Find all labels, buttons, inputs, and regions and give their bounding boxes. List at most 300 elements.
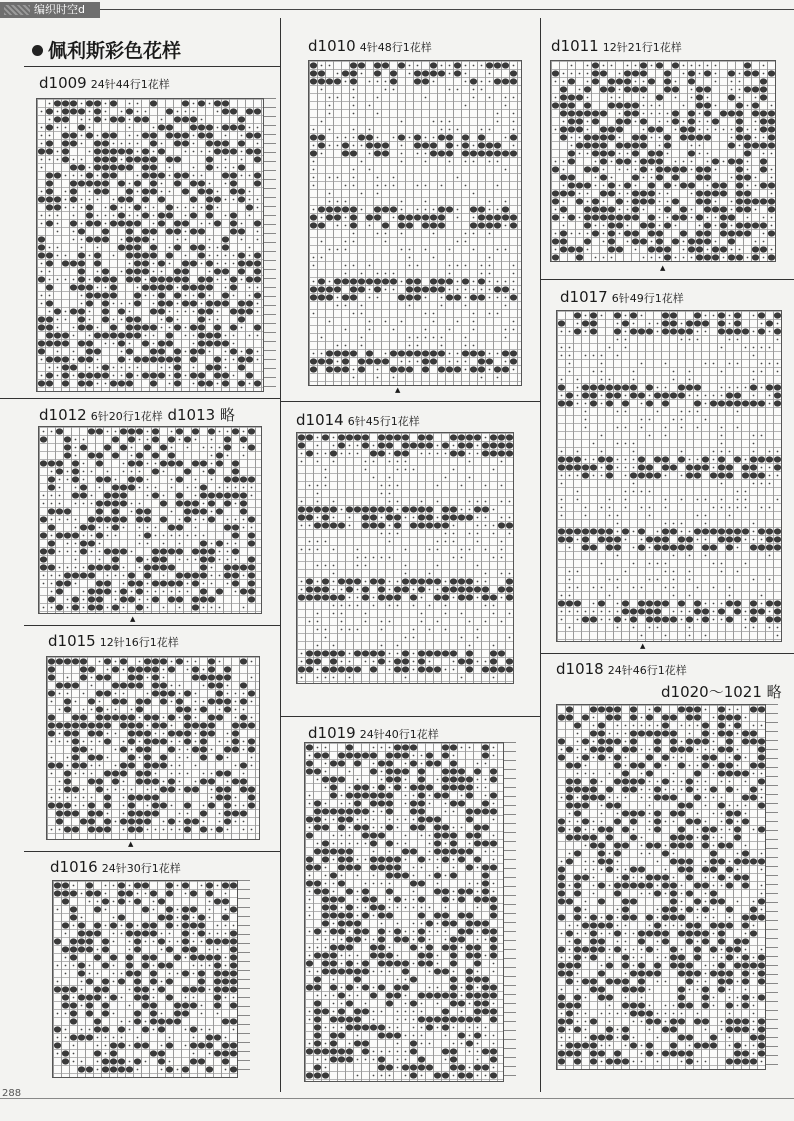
stitch-mark bbox=[592, 166, 599, 172]
stitch-mark bbox=[104, 738, 111, 744]
stitch-mark bbox=[216, 754, 223, 760]
stitch-dot bbox=[179, 821, 181, 823]
stitch-dot bbox=[457, 353, 459, 355]
stitch-mark bbox=[94, 236, 101, 242]
stitch-dot bbox=[187, 559, 189, 561]
stitch-dot bbox=[505, 337, 507, 339]
stitch-mark bbox=[622, 1002, 629, 1008]
stitch-mark bbox=[662, 536, 669, 542]
stitch-mark bbox=[214, 196, 221, 202]
stitch-dot bbox=[689, 571, 691, 573]
stitch-dot bbox=[769, 611, 771, 613]
stitch-mark bbox=[80, 572, 87, 578]
stitch-dot bbox=[413, 931, 415, 933]
stitch-mark bbox=[78, 276, 85, 282]
stitch-mark bbox=[224, 674, 231, 680]
stitch-dot bbox=[131, 447, 133, 449]
stitch-mark bbox=[48, 540, 55, 546]
stitch-dot bbox=[257, 239, 259, 241]
stitch-dot bbox=[675, 161, 677, 163]
stitch-mark bbox=[200, 746, 207, 752]
stitch-dot bbox=[413, 755, 415, 757]
stitch-dot bbox=[421, 835, 423, 837]
stitch-dot bbox=[755, 97, 757, 99]
stitch-mark bbox=[112, 556, 119, 562]
stitch-mark bbox=[230, 180, 237, 186]
stitch-dot bbox=[633, 563, 635, 565]
stitch-dot bbox=[369, 225, 371, 227]
stitch-dot bbox=[219, 813, 221, 815]
stitch-dot bbox=[729, 323, 731, 325]
stitch-mark bbox=[566, 978, 573, 984]
stitch-dot bbox=[185, 207, 187, 209]
stitch-dot bbox=[185, 327, 187, 329]
stitch-mark bbox=[46, 372, 53, 378]
stitch-dot bbox=[627, 201, 629, 203]
stitch-mark bbox=[208, 596, 215, 602]
stitch-mark bbox=[600, 86, 607, 92]
stitch-dot bbox=[219, 447, 221, 449]
stitch-mark bbox=[614, 384, 621, 390]
stitch-mark bbox=[200, 564, 207, 570]
stitch-mark bbox=[720, 222, 727, 228]
stitch-mark bbox=[382, 62, 389, 68]
stitch-dot bbox=[373, 661, 375, 663]
stitch-mark bbox=[120, 548, 127, 554]
stitch-mark bbox=[208, 500, 215, 506]
stitch-mark bbox=[630, 810, 637, 816]
stitch-mark bbox=[438, 134, 445, 140]
stitch-dot bbox=[681, 893, 683, 895]
stitch-dot bbox=[665, 925, 667, 927]
stitch-dot bbox=[397, 653, 399, 655]
stitch-mark bbox=[330, 904, 337, 910]
stitch-dot bbox=[625, 941, 627, 943]
stitch-mark bbox=[254, 380, 261, 386]
stitch-dot bbox=[493, 835, 495, 837]
stitch-mark bbox=[354, 920, 361, 926]
stitch-mark bbox=[322, 896, 329, 902]
stitch-dot bbox=[681, 611, 683, 613]
stitch-mark bbox=[638, 866, 645, 872]
stitch-dot bbox=[761, 773, 763, 775]
stitch-mark bbox=[346, 808, 353, 814]
stitch-dot bbox=[627, 225, 629, 227]
stitch-mark bbox=[510, 70, 517, 76]
stitch-dot bbox=[417, 337, 419, 339]
stitch-dot bbox=[425, 209, 427, 211]
stitch-dot bbox=[737, 427, 739, 429]
stitch-mark bbox=[598, 994, 605, 1000]
stitch-dot bbox=[155, 789, 157, 791]
stitch-mark bbox=[168, 786, 175, 792]
stitch-mark bbox=[232, 810, 239, 816]
stitch-mark bbox=[334, 286, 341, 292]
stitch-dot bbox=[309, 549, 311, 551]
stitch-dot bbox=[587, 249, 589, 251]
stitch-dot bbox=[715, 105, 717, 107]
stitch-dot bbox=[67, 599, 69, 601]
stitch-mark bbox=[112, 770, 119, 776]
stitch-dot bbox=[75, 797, 77, 799]
stitch-mark bbox=[774, 400, 781, 406]
stitch-mark bbox=[134, 300, 141, 306]
stitch-dot bbox=[485, 485, 487, 487]
stitch-dot bbox=[373, 597, 375, 599]
stitch-dot bbox=[217, 167, 219, 169]
stitch-mark bbox=[552, 238, 559, 244]
stitch-dot bbox=[465, 73, 467, 75]
stitch-dot bbox=[625, 539, 627, 541]
row-numbers-d1009 bbox=[264, 98, 276, 392]
stitch-dot bbox=[105, 103, 107, 105]
stitch-mark bbox=[584, 222, 591, 228]
stitch-mark bbox=[402, 506, 409, 512]
stitch-dot bbox=[689, 411, 691, 413]
stitch-dot bbox=[657, 949, 659, 951]
stitch-mark bbox=[330, 760, 337, 766]
stitch-dot bbox=[163, 821, 165, 823]
stitch-mark bbox=[490, 434, 497, 440]
stitch-mark bbox=[566, 1002, 573, 1008]
stitch-mark bbox=[768, 182, 775, 188]
stitch-mark bbox=[600, 142, 607, 148]
stitch-mark bbox=[72, 460, 79, 466]
stitch-dot bbox=[353, 169, 355, 171]
stitch-dot bbox=[353, 377, 355, 379]
stitch-mark bbox=[656, 230, 663, 236]
stitch-dot bbox=[209, 247, 211, 249]
stitch-mark bbox=[418, 768, 425, 774]
stitch-dot bbox=[745, 813, 747, 815]
stitch-mark bbox=[474, 896, 481, 902]
stitch-mark bbox=[494, 222, 501, 228]
stitch-mark bbox=[678, 706, 685, 712]
start-arrow-icon: ▲ bbox=[128, 840, 134, 848]
stitch-mark bbox=[152, 596, 159, 602]
stitch-dot bbox=[569, 579, 571, 581]
stitch-mark bbox=[142, 196, 149, 202]
stitch-mark bbox=[638, 938, 645, 944]
stitch-mark bbox=[742, 730, 749, 736]
stitch-dot bbox=[357, 453, 359, 455]
stitch-dot bbox=[609, 1021, 611, 1023]
stitch-mark bbox=[490, 904, 497, 910]
stitch-mark bbox=[54, 332, 61, 338]
stitch-mark bbox=[200, 722, 207, 728]
stitch-mark bbox=[494, 214, 501, 220]
stitch-dot bbox=[449, 129, 451, 131]
stitch-mark bbox=[678, 1050, 685, 1056]
stitch-mark bbox=[686, 778, 693, 784]
stitch-mark bbox=[214, 100, 221, 106]
stitch-dot bbox=[485, 763, 487, 765]
stitch-mark bbox=[174, 356, 181, 362]
stitch-dot bbox=[469, 453, 471, 455]
stitch-dot bbox=[209, 239, 211, 241]
stitch-mark bbox=[482, 594, 489, 600]
stitch-dot bbox=[465, 305, 467, 307]
stitch-dot bbox=[585, 765, 587, 767]
stitch-mark bbox=[598, 826, 605, 832]
stitch-dot bbox=[689, 531, 691, 533]
stitch-dot bbox=[309, 541, 311, 543]
stitch-mark bbox=[430, 150, 437, 156]
stitch-dot bbox=[73, 335, 75, 337]
stitch-dot bbox=[179, 781, 181, 783]
stitch-dot bbox=[561, 515, 563, 517]
stitch-dot bbox=[185, 239, 187, 241]
stitch-mark bbox=[474, 840, 481, 846]
stitch-mark bbox=[566, 464, 573, 470]
stitch-dot bbox=[115, 709, 117, 711]
stitch-mark bbox=[744, 86, 751, 92]
stitch-mark bbox=[466, 650, 473, 656]
stitch-mark bbox=[96, 580, 103, 586]
stitch-dot bbox=[401, 145, 403, 147]
stitch-mark bbox=[390, 70, 397, 76]
stitch-dot bbox=[729, 315, 731, 317]
stitch-dot bbox=[333, 645, 335, 647]
stitch-mark bbox=[86, 220, 93, 226]
stitch-dot bbox=[433, 337, 435, 339]
stitch-mark bbox=[434, 760, 441, 766]
stitch-mark bbox=[354, 864, 361, 870]
stitch-mark bbox=[688, 110, 695, 116]
stitch-mark bbox=[736, 198, 743, 204]
stitch-mark bbox=[590, 746, 597, 752]
stitch-mark bbox=[750, 600, 757, 606]
stitch-mark bbox=[96, 476, 103, 482]
stitch-dot bbox=[163, 733, 165, 735]
stitch-dot bbox=[601, 965, 603, 967]
stitch-mark bbox=[174, 268, 181, 274]
start-arrow-icon: ▲ bbox=[130, 615, 136, 623]
stitch-dot bbox=[755, 121, 757, 123]
stitch-mark bbox=[606, 472, 613, 478]
stitch-mark bbox=[718, 312, 725, 318]
stitch-mark bbox=[96, 428, 103, 434]
stitch-dot bbox=[569, 547, 571, 549]
stitch-mark bbox=[592, 142, 599, 148]
stitch-mark bbox=[406, 278, 413, 284]
stitch-dot bbox=[721, 603, 723, 605]
stitch-dot bbox=[617, 603, 619, 605]
stitch-dot bbox=[193, 383, 195, 385]
stitch-mark bbox=[766, 456, 773, 462]
stitch-dot bbox=[397, 461, 399, 463]
stitch-mark bbox=[622, 608, 629, 614]
stitch-mark bbox=[38, 340, 45, 346]
stitch-mark bbox=[182, 132, 189, 138]
stitch-mark bbox=[254, 276, 261, 282]
stitch-mark bbox=[370, 856, 377, 862]
stitch-mark bbox=[314, 824, 321, 830]
stitch-dot bbox=[437, 453, 439, 455]
stitch-dot bbox=[317, 939, 319, 941]
stitch-dot bbox=[625, 949, 627, 951]
stitch-dot bbox=[593, 741, 595, 743]
stitch-mark bbox=[646, 874, 653, 880]
stitch-mark bbox=[648, 150, 655, 156]
stitch-dot bbox=[219, 607, 221, 609]
stitch-dot bbox=[641, 749, 643, 751]
stitch-mark bbox=[152, 658, 159, 664]
stitch-dot bbox=[59, 503, 61, 505]
stitch-mark bbox=[688, 134, 695, 140]
stitch-mark bbox=[158, 300, 165, 306]
stitch-mark bbox=[362, 514, 369, 520]
stitch-mark bbox=[414, 350, 421, 356]
stitch-dot bbox=[713, 603, 715, 605]
stitch-mark bbox=[568, 78, 575, 84]
stitch-mark bbox=[224, 666, 231, 672]
stitch-mark bbox=[478, 366, 485, 372]
stitch-dot bbox=[721, 395, 723, 397]
stitch-dot bbox=[681, 781, 683, 783]
stitch-mark bbox=[102, 332, 109, 338]
stitch-dot bbox=[115, 535, 117, 537]
stitch-dot bbox=[409, 305, 411, 307]
stitch-mark bbox=[490, 776, 497, 782]
stitch-dot bbox=[713, 917, 715, 919]
stitch-mark bbox=[584, 214, 591, 220]
stitch-dot bbox=[337, 297, 339, 299]
stitch-dot bbox=[243, 575, 245, 577]
stitch-mark bbox=[622, 400, 629, 406]
stitch-dot bbox=[413, 795, 415, 797]
stitch-dot bbox=[169, 383, 171, 385]
stitch-dot bbox=[673, 773, 675, 775]
stitch-mark bbox=[630, 778, 637, 784]
stitch-dot bbox=[441, 129, 443, 131]
stitch-mark bbox=[160, 556, 167, 562]
stitch-dot bbox=[353, 313, 355, 315]
stitch-mark bbox=[354, 784, 361, 790]
stitch-dot bbox=[123, 607, 125, 609]
stitch-dot bbox=[129, 207, 131, 209]
stitch-dot bbox=[713, 845, 715, 847]
stitch-mark bbox=[582, 978, 589, 984]
stitch-dot bbox=[493, 645, 495, 647]
stitch-mark bbox=[118, 340, 125, 346]
stitch-dot bbox=[171, 685, 173, 687]
stitch-mark bbox=[314, 880, 321, 886]
stitch-dot bbox=[211, 455, 213, 457]
stitch-dot bbox=[569, 627, 571, 629]
stitch-mark bbox=[486, 150, 493, 156]
stitch-mark bbox=[418, 776, 425, 782]
stitch-mark bbox=[214, 332, 221, 338]
stitch-mark bbox=[490, 896, 497, 902]
stitch-dot bbox=[649, 395, 651, 397]
stitch-mark bbox=[694, 714, 701, 720]
stitch-mark bbox=[608, 134, 615, 140]
stitch-dot bbox=[481, 377, 483, 379]
stitch-dot bbox=[193, 167, 195, 169]
stitch-dot bbox=[729, 917, 731, 919]
stitch-mark bbox=[458, 434, 465, 440]
stitch-mark bbox=[96, 706, 103, 712]
stitch-dot bbox=[739, 145, 741, 147]
stitch-mark bbox=[450, 784, 457, 790]
stitch-mark bbox=[224, 810, 231, 816]
stitch-dot bbox=[433, 233, 435, 235]
stitch-mark bbox=[590, 1034, 597, 1040]
stitch-dot bbox=[337, 73, 339, 75]
stitch-mark bbox=[624, 110, 631, 116]
stitch-mark bbox=[630, 1042, 637, 1048]
stitch-dot bbox=[219, 709, 221, 711]
stitch-dot bbox=[113, 367, 115, 369]
stitch-dot bbox=[155, 733, 157, 735]
stitch-dot bbox=[577, 379, 579, 381]
stitch-mark bbox=[490, 944, 497, 950]
stitch-mark bbox=[222, 148, 229, 154]
stitch-mark bbox=[606, 544, 613, 550]
stitch-mark bbox=[482, 450, 489, 456]
stitch-dot bbox=[705, 805, 707, 807]
stitch-dot bbox=[771, 177, 773, 179]
stitch-dot bbox=[365, 883, 367, 885]
stitch-dot bbox=[563, 161, 565, 163]
stitch-mark bbox=[646, 536, 653, 542]
stitch-mark bbox=[434, 872, 441, 878]
stitch-mark bbox=[720, 190, 727, 196]
stitch-dot bbox=[683, 241, 685, 243]
stitch-mark bbox=[126, 188, 133, 194]
stitch-mark bbox=[726, 616, 733, 622]
stitch-dot bbox=[429, 605, 431, 607]
stitch-dot bbox=[737, 387, 739, 389]
stitch-mark bbox=[632, 134, 639, 140]
stitch-dot bbox=[501, 573, 503, 575]
stitch-mark bbox=[198, 244, 205, 250]
stitch-dot bbox=[509, 501, 511, 503]
stitch-mark bbox=[342, 142, 349, 148]
stitch-mark bbox=[670, 794, 677, 800]
stitch-mark bbox=[744, 70, 751, 76]
stitch-mark bbox=[426, 442, 433, 448]
stitch-dot bbox=[753, 443, 755, 445]
stitch-dot bbox=[349, 453, 351, 455]
stitch-mark bbox=[750, 738, 757, 744]
stitch-dot bbox=[489, 353, 491, 355]
stitch-mark bbox=[418, 522, 425, 528]
stitch-dot bbox=[641, 853, 643, 855]
stitch-dot bbox=[113, 343, 115, 345]
stitch-mark bbox=[582, 874, 589, 880]
stitch-mark bbox=[574, 962, 581, 968]
stitch-mark bbox=[330, 666, 337, 672]
stitch-dot bbox=[389, 605, 391, 607]
stitch-dot bbox=[163, 471, 165, 473]
stitch-dot bbox=[449, 353, 451, 355]
stitch-mark bbox=[378, 912, 385, 918]
stitch-mark bbox=[40, 556, 47, 562]
stitch-mark bbox=[630, 384, 637, 390]
stitch-dot bbox=[587, 97, 589, 99]
stitch-mark bbox=[96, 500, 103, 506]
stitch-mark bbox=[486, 214, 493, 220]
stitch-mark bbox=[306, 666, 313, 672]
stitch-mark bbox=[318, 70, 325, 76]
stitch-dot bbox=[673, 379, 675, 381]
stitch-mark bbox=[574, 850, 581, 856]
stitch-dot bbox=[325, 477, 327, 479]
stitch-dot bbox=[139, 487, 141, 489]
stitch-mark bbox=[686, 866, 693, 872]
